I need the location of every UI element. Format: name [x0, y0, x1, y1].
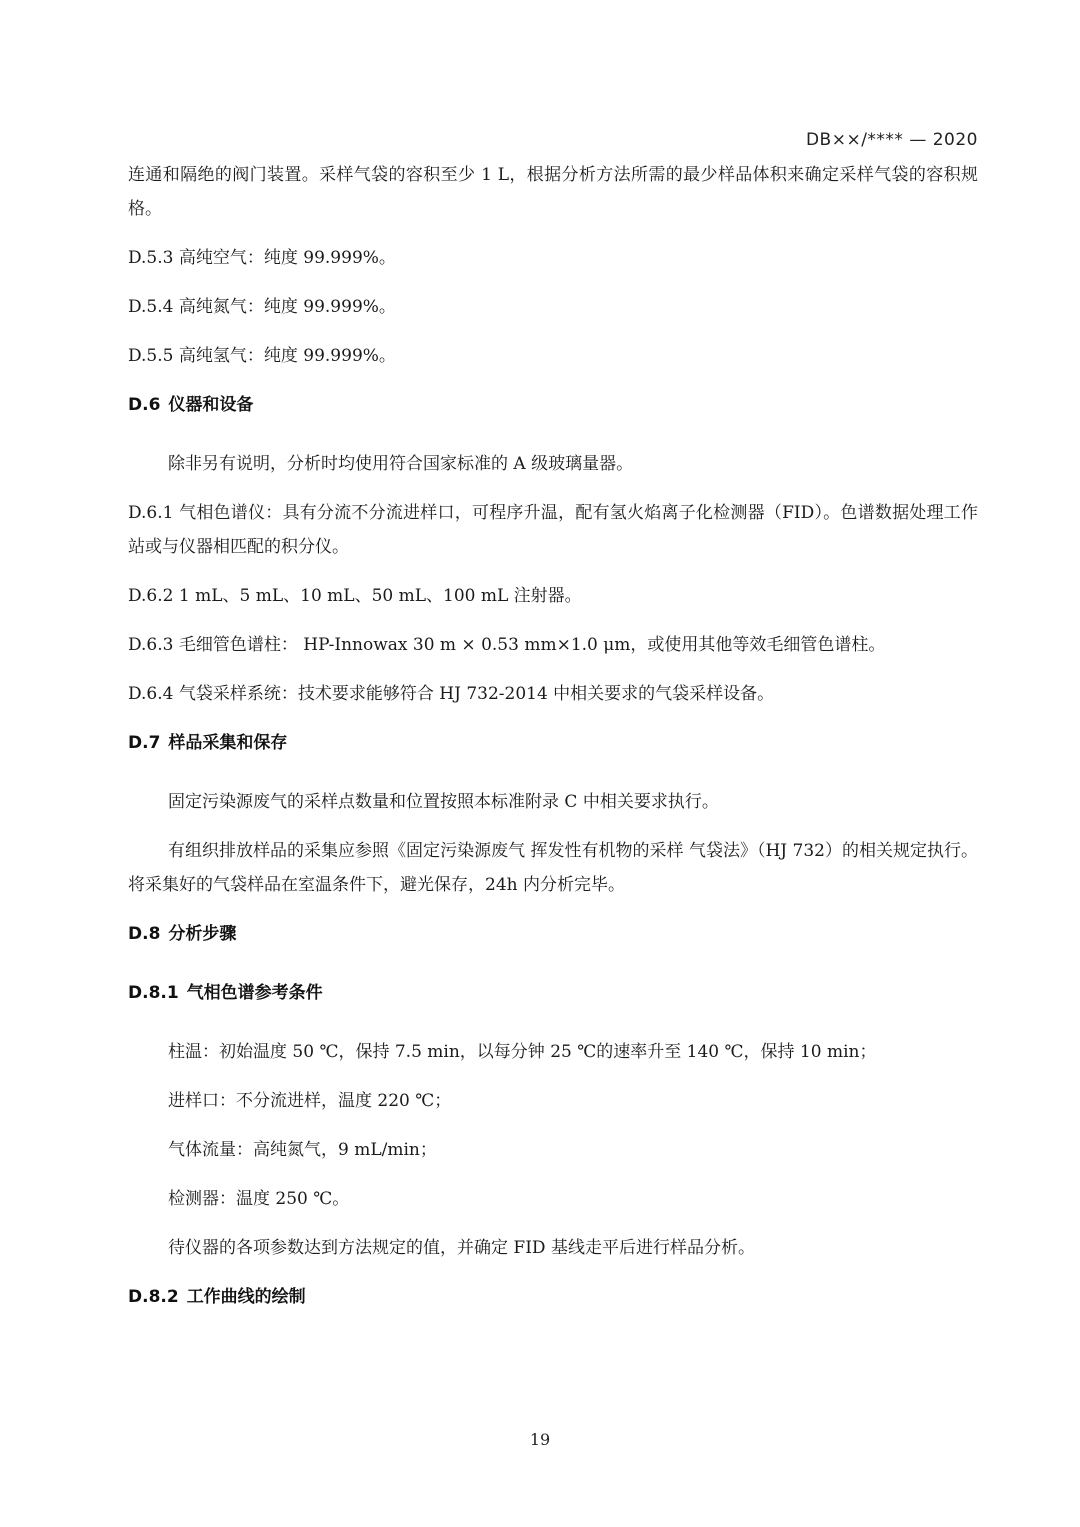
heading-d7-number: D.7 [128, 733, 161, 753]
condition-injector: 进样口：不分流进样，温度 220 ℃； [168, 1091, 452, 1111]
paragraph-bag-volume: 连通和隔绝的阀门装置。采样气袋的容积至少 1 L，根据分析方法所需的最少样品体积来确定采样气袋的容积规格。 [128, 165, 978, 219]
condition-gas-flow: 气体流量：高纯氮气，9 mL/min； [168, 1140, 437, 1160]
heading-d81-number: D.8.1 [128, 983, 179, 1003]
paragraph-d7-sample-collection: 有组织排放样品的采集应参照《固定污染源废气 挥发性有机物的采样 气袋法》（HJ 732）的相关规定执行。将采集好的气袋样品在室温条件下，避光保存，24h 内分析完毕。 [128, 841, 978, 895]
page-content [128, 158, 978, 1339]
clause-d55: D.5.5 高纯氢气：纯度 99.999%。 [128, 346, 396, 366]
heading-d8-title: 分析步骤 [168, 924, 237, 944]
heading-d6 [128, 388, 978, 422]
clause-d63: D.6.3 毛细管色谱柱： HP-Innowax 30 m × 0.53 mm×1.0 μm，或使用其他等效毛细管色谱柱。 [128, 635, 886, 655]
paragraph-d6-intro: 除非另有说明，分析时均使用符合国家标准的 A 级玻璃量器。 [168, 454, 634, 474]
heading-d82 [128, 1280, 978, 1314]
clause-d61: D.6.1 气相色谱仪：具有分流不分流进样口，可程序升温，配有氢火焰离子化检测器（FID）。色谱数据处理工作站或与仪器相匹配的积分仪。 [128, 503, 978, 557]
heading-d81-title: 气相色谱参考条件 [186, 983, 323, 1003]
heading-d8 [128, 917, 978, 951]
heading-d7-title: 样品采集和保存 [168, 733, 288, 753]
document-code: DB××/**** — 2020 [805, 130, 978, 150]
condition-column-temp: 柱温：初始温度 50 ℃，保持 7.5 min，以每分钟 25 ℃的速率升至 140 ℃，保持 10 min； [168, 1042, 877, 1062]
heading-d8-number: D.8 [128, 924, 161, 944]
heading-d82-number: D.8.2 [128, 1287, 179, 1307]
heading-d6-title: 仪器和设备 [168, 395, 254, 415]
clause-d64: D.6.4 气袋采样系统：技术要求能够符合 HJ 732-2014 中相关要求的气袋采样设备。 [128, 684, 775, 704]
heading-d81 [128, 976, 978, 1010]
clause-d62: D.6.2 1 mL、5 mL、10 mL、50 mL、100 mL 注射器。 [128, 586, 582, 606]
paragraph-d7-sampling-points: 固定污染源废气的采样点数量和位置按照本标准附录 C 中相关要求执行。 [168, 792, 719, 812]
condition-baseline-note: 待仪器的各项参数达到方法规定的值，并确定 FID 基线走平后进行样品分析。 [168, 1238, 755, 1258]
heading-d82-title: 工作曲线的绘制 [186, 1287, 306, 1307]
heading-d6-number: D.6 [128, 395, 161, 415]
clause-d54: D.5.4 高纯氮气：纯度 99.999%。 [128, 297, 396, 317]
clause-d53: D.5.3 高纯空气：纯度 99.999%。 [128, 248, 396, 268]
page-number: 19 [529, 1430, 551, 1449]
condition-detector: 检测器：温度 250 ℃。 [168, 1189, 350, 1209]
heading-d7 [128, 726, 978, 760]
